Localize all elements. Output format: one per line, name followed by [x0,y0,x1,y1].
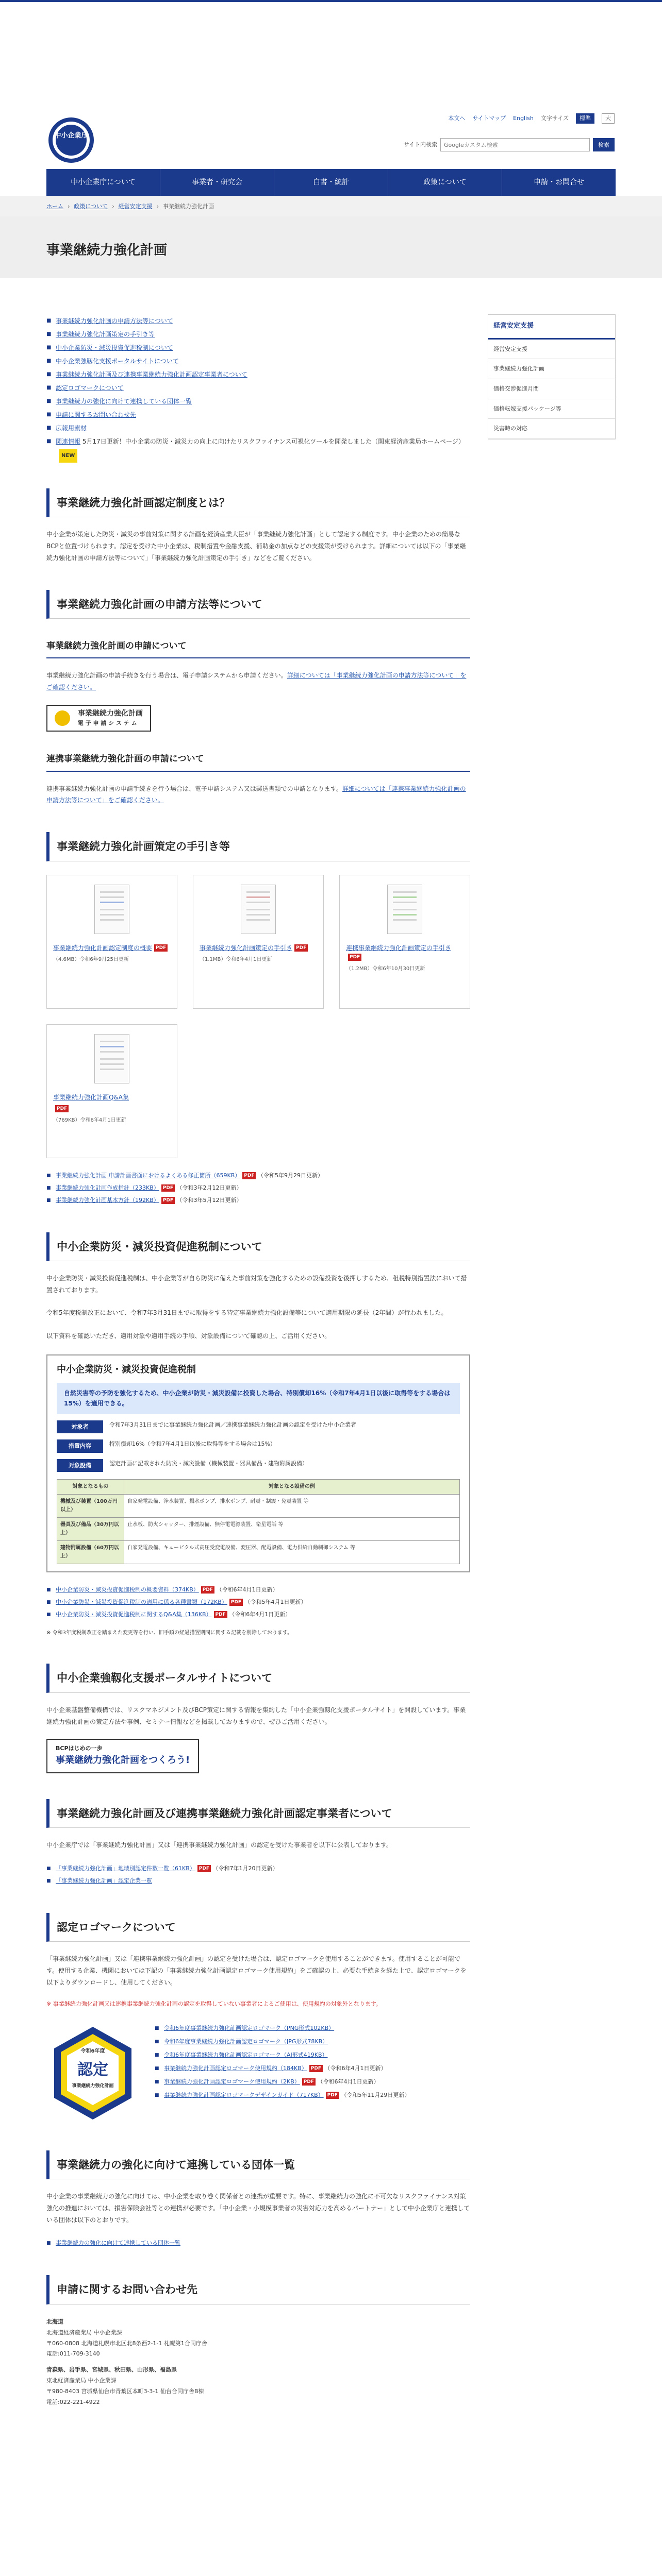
guide-link[interactable]: 事業継続力強化計画基本方針（192KB） [56,1196,159,1204]
toc-item[interactable] [46,395,470,408]
certification-logo-icon [46,2022,139,2125]
search-input[interactable] [440,138,590,151]
guide-card-meta: （1.2MB）令和6年10月30日更新 [346,965,425,972]
toc-link[interactable]: 認定ロゴマークについて [56,384,124,392]
table-cell-label: 建物附属設備（60万円以上） [57,1541,124,1564]
e-application-icon [55,710,70,726]
partner-text: 中小企業の事業継続力の強化に向けては、中小企業を取り巻く関係者との連携が重要です。特に、事業継続力の強化に不可欠なリスクファイナンス対策強化の推進においては、損害保険会社等との連携が必要です。「中小企業・小規模事業者の災害対応力を高めるパートナー」として中小企業庁と連携している団体は以下のとおりです。 [46,2192,470,2224]
section-heading-portal: 中小企業強靱化支援ポータルサイトについて [46,1664,470,1692]
sidebar-item-bcp[interactable]: 事業継続力強化計画 [488,359,615,379]
toc-item[interactable] [46,341,470,354]
subheading-apply: 事業継続力強化計画の申請について [46,639,470,658]
table-cell: 自家発電設備、浄水装置、揚水ポンプ、排水ポンプ、耐震・制震・免震装置 等 [124,1495,460,1518]
related-info-text: 5月17日更新！中小企業の防災・減災力の向上に向けたリスクファイナンス可視化ツールを開発しました（関東経済産業局ホームページ） [82,438,465,445]
nintei-text: 中小企業庁では「事業継続力強化計画」又は「連携事業継続力強化計画」の認定を受けた事業者を以下に公表しております。 [46,1841,393,1849]
site-logo[interactable] [46,115,96,169]
search-button[interactable]: 検索 [593,138,615,151]
update-note-text: 令和6年4月1日更新 [323,2078,374,2085]
utility-links [448,113,615,124]
tax-row [57,1439,460,1453]
pdf-icon: PDF [309,2065,323,2072]
sidebar-heading[interactable]: 経営安定支援 [488,315,615,340]
e-application-banner-text [78,709,143,727]
update-note-text: 令和6年4月1日更新 [235,1611,286,1618]
renkei-text-body: 連携事業継続力強化計画の申請手続きを行う場合は、電子申請システム又は郵送書類での申請となります。 [46,785,342,792]
toc-link[interactable]: 広報用素材 [56,425,87,432]
tax-links [46,1584,470,1621]
list-item [46,1875,470,1887]
skip-to-content-link[interactable]: 本文へ [448,115,466,122]
tax-box-highlight: 自然災害等の予防を強化するため、中小企業が防災・減災設備に投資した場合、特別償却16%（令和7年4月1日以後に取得等をする場合は15%）を適用できる。 [57,1383,460,1414]
pdf-icon: PDF [242,1172,256,1179]
logo-download-link[interactable]: 事業継続力強化計画認定ロゴマークデザインガイド（717KB） [164,2091,324,2098]
section-heading-apply: 事業継続力強化計画の申請方法等について [46,590,470,619]
guide-card[interactable] [46,1024,177,1158]
document-thumbnail-icon [53,1031,171,1088]
renkei-detail-link[interactable]: 詳細については「連携事業継続力強化計画の申請方法等について」をご確認ください。 [46,785,466,804]
subheading-renkei: 連携事業継続力強化計画の申請について [46,752,470,771]
tax-row-text: 認定計画に記載された防災・減災設備（機械装置・器具備品・建物附属設備） [109,1460,308,1467]
update-note: （令和3年2月12日更新） [176,1184,242,1191]
contact-line: 〒980-8403 宮城県仙台市青葉区本町3-3-1 仙台合同庁舎B棟 [46,2388,204,2395]
update-note-text: 令和5年9月29日更新 [263,1172,318,1179]
tax-row-text: 特別償却16%（令和7年4月1日以後に取得等をする場合は15%） [109,1440,276,1448]
contact-list [46,2317,470,2408]
toc-link[interactable]: 申請に関するお問い合わせ先 [56,411,137,418]
related-info-label[interactable]: 関連情報 [56,438,81,445]
document-thumbnail-icon [200,882,317,938]
english-link[interactable]: English [513,115,534,122]
logo-download-link[interactable]: 事業継続力強化計画認定ロゴマーク使用規約（2KB） [164,2078,300,2085]
toc-link[interactable]: 事業継続力の強化に向けて連携している団体一覧 [56,398,192,405]
partner-links [46,2237,470,2249]
guide-card[interactable] [339,875,470,1009]
tax-note: ※ 令和3年度税制改正を踏まえた変更等を行い、旧手順の経過措置期間に関する記載を削除しております。 [46,1630,293,1636]
pdf-icon: PDF [161,1197,175,1204]
tax-summary-figure [46,1354,470,1572]
tax-box-title: 中小企業防災・減災投資促進税制 [57,1364,196,1376]
toc-link[interactable]: 中小企業防災・減災投資促進税制について [56,344,173,351]
table-cell-label: 器具及び備品（30万円以上） [57,1518,124,1541]
list-item [155,2035,470,2048]
pdf-icon: PDF [294,944,308,952]
update-note-text: 令和5年11月29日更新 [346,2091,405,2098]
tax-row-label: 対象者 [57,1420,103,1434]
apply-text-body: 事業継続力強化計画の申請手続きを行う場合は、電子申請システムから申請ください。 [46,672,287,680]
breadcrumb-bar [0,196,662,216]
guide-card[interactable] [193,875,324,1009]
update-note-text: 令和6年4月1日更新 [330,2064,381,2072]
contact-area: 北海道 [46,2318,63,2325]
update-note-text: 令和3年5月12日更新 [182,1196,237,1204]
search-label: サイト内検索 [403,141,437,148]
breadcrumb-home[interactable]: ホーム [46,203,63,210]
tax-link[interactable]: 中小企業防災・減災投資促進税制に関するQ&A集（136KB） [56,1611,212,1618]
toc-item[interactable] [46,314,470,328]
update-note: （令和6年4月1日更新） [216,1586,278,1594]
sidebar [488,314,616,439]
global-nav [46,169,616,196]
sitemap-link[interactable]: サイトマップ [472,115,506,122]
breadcrumb-separator: › [156,203,159,210]
table-header: 対象となるもの [57,1480,124,1495]
sidebar-item-disaster[interactable]: 災害時の対応 [488,419,615,439]
contact-line: 電話:011-709-3140 [46,2350,100,2358]
section-heading-tax: 中小企業防災・減災投資促進税制について [46,1232,470,1261]
table-header-row [57,1480,460,1495]
list-item [46,1596,470,1608]
apply-detail-link[interactable]: 詳細については「事業継続力強化計画の申請方法等について」をご確認ください。 [46,672,467,691]
guide-card-meta: （769KB）令和6年4月1日更新 [53,1117,126,1123]
pdf-icon: PDF [154,944,168,952]
text-size-label: 文字サイズ [540,115,569,122]
pdf-icon: PDF [229,1599,243,1606]
logo-download-links [155,2022,470,2102]
pdf-icon: PDF [197,1865,211,1872]
update-note: （令和6年4月1日更新） [229,1611,291,1618]
list-item [46,2237,470,2249]
logo-download-link[interactable]: 令和6年度事業継続力強化計画認定ロゴマーク（JPG形式78KB） [164,2038,328,2045]
pdf-icon: PDF [201,1586,214,1594]
toc-item[interactable] [46,354,470,368]
e-application-banner-line2: 電 子 申 請 シ ス テ ム [77,720,137,727]
section-heading-contact: 申請に関するお問い合わせ先 [46,2275,470,2304]
new-badge: NEW [59,449,77,463]
logo-download-link[interactable]: 事業継続力強化計画認定ロゴマーク使用規約（184KB） [164,2064,307,2072]
text-size-normal-button[interactable]: 標準 [576,113,594,124]
tax-equipment-table [57,1479,460,1564]
logo-download-link[interactable]: 令和6年度事業継続力強化計画認定ロゴマーク（AI形式419KB） [164,2051,328,2058]
guide-links [46,1170,470,1207]
contact-line: 北海道経済産業局 中小企業課 [46,2329,122,2336]
nintei-link[interactable]: 「事業継続力強化計画」地域別認定件数一覧（61KB） [56,1865,195,1872]
sidebar-item-price-package[interactable]: 価格転嫁支援パッケージ等 [488,399,615,419]
table-header: 対象となる設備の例 [124,1480,460,1495]
table-of-contents [46,314,470,463]
guide-card-title[interactable]: 事業継続力強化計画認定制度の概要 [53,944,153,952]
certification-logo-sub: 事業継続力強化計画 [72,2083,114,2089]
update-note: （令和6年4月1日更新） [324,2064,387,2072]
guide-card-pdf-row [53,1105,171,1113]
section-heading-guide: 事業継続力強化計画策定の手引き等 [46,832,470,861]
apply-text [46,670,470,693]
sidebar-item-price-month[interactable]: 価格交渉促進月間 [488,379,615,399]
pdf-icon: PDF [214,1611,227,1618]
toc-link[interactable]: 事業継続力強化計画策定の手引き等 [56,331,155,338]
table-cell: 止水板、防火シャッター、排煙設備、無停電電源装置、衛星電話 等 [124,1518,460,1541]
update-note: （令和5年9月29日更新） [257,1172,323,1179]
list-item [155,2048,470,2062]
table-cell-label: 機械及び装置（100万円以上） [57,1495,124,1518]
tax-text-1: 中小企業防災・減災投資促進税制は、中小企業等が自ら防災に備えた事前対策を強化するための設備投資を後押しするため、租税特別措置法において措置されております。 [46,1274,467,1294]
guide-card-meta: （4.6MB）令和6年9月25日更新 [53,956,129,962]
update-note-text: 令和7年1月20日更新 [218,1865,273,1872]
list-item [46,1194,470,1207]
breadcrumb-separator: › [112,203,114,210]
table-row [57,1518,460,1541]
toc-link[interactable]: 事業継続力強化計画の申請方法等について [56,317,173,325]
renkei-text [46,783,470,807]
list-item [155,2022,470,2035]
contact-line: 〒060-0808 北海道札幌市北区北8条西2-1-1 札幌第1合同庁舎 [46,2340,207,2347]
tax-row-text: 令和7年3月31日までに事業継続力強化計画／連携事業継続力強化計画の認定を受けた中小企業者 [109,1421,356,1428]
update-note-text: 令和5年4月1日更新 [250,1599,301,1606]
page-title-bar [0,216,662,278]
section-heading-partners: 事業継続力の強化に向けて連携している団体一覧 [46,2150,470,2179]
toc-item[interactable] [46,381,470,395]
logo-download-link[interactable]: 令和6年度事業継続力強化計画認定ロゴマーク（PNG形式102KB） [164,2024,335,2031]
guide-card-meta: （1.1MB）令和6年4月1日更新 [200,956,272,962]
tax-row-label: 対象設備 [57,1459,103,1472]
top-bar [0,0,662,2]
breadcrumb-stability[interactable]: 経営安定支援 [118,203,153,210]
site-search [404,138,615,151]
nav-item-policy[interactable]: 政策について [388,169,502,196]
logo-text: 中小企業庁 [54,132,88,140]
logo-warning: ※ 事業継続力強化計画又は連携事業継続力強化計画の認定を取得していない事業者によるご使用は、使用規約の対象外となります。 [46,2000,382,2007]
update-note: （令和7年1月20日更新） [212,1865,278,1872]
document-thumbnail-icon [346,882,464,938]
sidebar-item-stability[interactable]: 経営安定支援 [488,340,615,360]
bcp-banner-big: 事業継続力強化計画をつくろう! [56,1755,190,1766]
list-item [46,1862,470,1875]
certification-logo-year: 令和6年度 [80,2048,105,2054]
list-item [46,1170,470,1182]
page-title: 事業継続力強化計画 [46,243,168,258]
toc-item[interactable] [46,368,470,381]
nav-item-business[interactable]: 事業者・研究会 [160,169,274,196]
contact-line: 東北経済産業局 中小企業課 [46,2377,117,2384]
guide-card-title[interactable]: 事業継続力強化計画Q&A集 [53,1093,129,1101]
section-heading-logo: 認定ロゴマークについて [46,1913,470,1942]
portal-text: 中小企業基盤整備機構では、リスクマネジメント及びBCP策定に関する情報を集約した「中小企業強靱化支援ポータルサイト」を開設しています。事業継続力強化計画の策定方法や事例、セミナー情報などを掲載しておりますので、ぜひご活用ください。 [46,1706,466,1725]
tax-row-label: 措置内容 [57,1439,103,1453]
section-heading-what: 事業継続力強化計画認定制度とは？ [46,488,470,517]
nintei-links [46,1862,470,1887]
pdf-icon: PDF [302,2078,316,2086]
toc-item[interactable] [46,408,470,421]
tax-text-3: 以下資料を確認いただき、適用対象や適用手続の手順、対象設備について確認の上、ご活用ください。 [46,1332,331,1340]
breadcrumb-current: 事業継続力強化計画 [163,203,214,210]
tax-row [57,1459,460,1472]
update-note-text: 令和6年4月1日更新 [222,1586,273,1594]
tax-text-2: 令和5年度税制改正において、令和7年3月31日までに取得をする特定事業継続力強化設備等について適用期限の延長（2年間）が行われました。 [46,1309,448,1317]
list-item [46,1608,470,1621]
e-application-banner[interactable] [46,705,151,732]
contact-area: 青森県、岩手県、宮城県、秋田県、山形県、福島県 [46,2366,177,2374]
bcp-portal-banner[interactable] [46,1739,199,1773]
toc-item[interactable] [46,328,470,341]
certification-logo-text: 認定 [77,2060,108,2079]
guide-card-title[interactable]: 連携事業継続力強化計画策定の手引き [346,944,452,952]
document-thumbnail-icon [53,882,171,938]
list-item [46,1182,470,1194]
guide-card-title[interactable]: 事業継続力強化計画策定の手引き [200,944,293,952]
update-note: （令和5年4月1日更新） [244,1599,307,1606]
e-application-banner-line1: 事業継続力強化計画 [77,709,143,718]
section-heading-nintei: 事業継続力強化計画及び連携事業継続力強化計画認定事業者について [46,1799,470,1828]
toc-item[interactable] [46,421,470,435]
list-item [155,2089,470,2102]
breadcrumb-policy[interactable]: 政策について [74,203,108,210]
pdf-icon: PDF [161,1184,175,1192]
breadcrumb-separator: › [68,203,70,210]
guide-link[interactable]: 事業継続力強化計画 申請計画書面におけるよくある修正箇所（659KB） [56,1172,241,1179]
main-content [46,314,470,2408]
text-size-large-button[interactable]: 大 [602,113,615,124]
table-cell: 自家発電設備、キュービクル式高圧受変電設備、変圧器、配電設備、電力供給自動制御システム 等 [124,1541,460,1564]
list-item [155,2062,470,2075]
list-item [46,1584,470,1596]
bcp-banner-small: BCPはじめの一歩 [56,1745,103,1752]
breadcrumb [46,202,214,211]
tax-row [57,1420,460,1434]
pdf-icon: PDF [55,1105,69,1112]
logo-mark-icon [46,115,96,165]
nav-item-apply[interactable]: 申請・お問合せ [534,178,584,187]
nintei-link[interactable]: 「事業継続力強化計画」認定企業一覧 [56,1877,152,1884]
nav-item-about[interactable]: 中小企業庁について [46,169,160,196]
update-note: （令和6年4月1日更新） [317,2078,379,2085]
list-item [155,2075,470,2089]
tax-link[interactable]: 中小企業防災・減災投資促進税制の適用に係る各種書類（172KB） [56,1599,227,1606]
partner-link[interactable]: 事業継続力の強化に向けて連携している団体一覧 [56,2240,180,2247]
update-note-text: 令和3年2月12日更新 [182,1184,237,1191]
guide-card[interactable] [46,875,177,1009]
table-row [57,1541,460,1564]
pdf-icon: PDF [348,954,361,961]
table-row [57,1495,460,1518]
guide-cards [46,875,470,1158]
toc-link[interactable]: 事業継続力強化計画及び連携事業継続力強化計画認定事業者について [56,371,247,378]
tax-link[interactable]: 中小企業防災・減災投資促進税制の概要資料（374KB） [56,1586,199,1594]
nav-item-whitepaper[interactable]: 白書・統計 [274,169,388,196]
pdf-icon: PDF [326,2092,339,2099]
contact-line: 電話:022-221-4922 [46,2398,100,2405]
toc-link[interactable]: 中小企業強靱化支援ポータルサイトについて [56,358,179,365]
related-info-item [46,435,470,463]
update-note: （令和3年5月12日更新） [176,1196,242,1204]
logo-text: 「事業継続力強化計画」又は「連携事業継続力強化計画」の認定を受けた場合は、認定ロゴマークを使用することができます。使用することが可能です。使用する企業、機関においては下記の「事業継続力強化計画認定ロゴマーク使用規約」をご確認の上、必要な手続きを経た上で、認定ロゴマークを以下よりダウンロードし、使用してください。 [46,1955,467,1986]
update-note: （令和5年11月29日更新） [341,2091,410,2098]
what-text: 中小企業が策定した防災・減災の事前対策に関する計画を経済産業大臣が「事業継続力強化計画」として認定する制度です。中小企業のための簡易なBCPと位置づけられます。認定を受けた中小企業は、税制措置や金融支援、補助金の加点などの支援策が受けられます。詳細については以下の「事業継続力強化計画の申請方法等について」「事業継続力強化計画策定の手引き」などをご覧ください。 [46,531,466,562]
guide-link[interactable]: 事業継続力強化計画作成指針（233KB） [56,1184,159,1191]
